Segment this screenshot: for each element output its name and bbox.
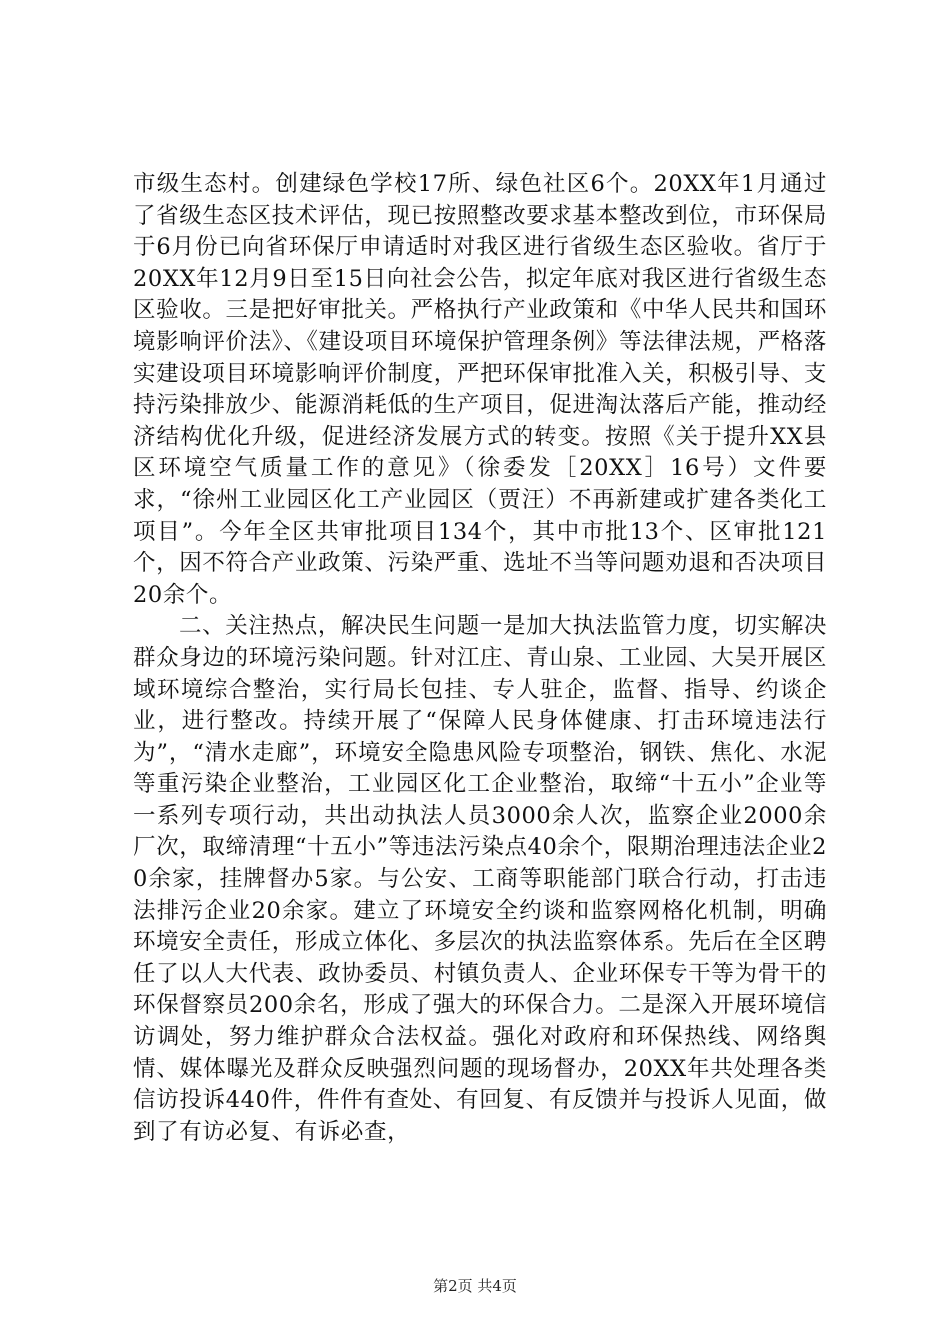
paragraph-section-two: 二、关注热点，解决民生问题一是加大执法监管力度，切实解决群众身边的环境污染问题。针对江庄、青山泉、工业园、大吴开展区域环境综合整治，实行局长包挂、专人驻企，监督、指导、约谈企业，进行整改。持续开展了“保障人民身体健康、打击环境违法行为”，“清水走廊”，环境安全隐患风险专项整治，钢铁、焦化、水泥等重污染企业整治，工业园区化工企业整治，取缔“十五小”企业等一系列专项行动，共出动执法人员3000余人次，监察企业2000余厂次，取缔清理“十五小”等违法污染点40余个，限期治理违法企业20余家，挂牌督办5家。与公安、工商等职能部门联合行动，打击违法排污企业20余家。建立了环境安全约谈和监察网格化机制，明确环境安全责任，形成立体化、多层次的执法监察体系。先后在全区聘任了以人大代表、政协委员、村镇负责人、企业环保专干等为骨干的环保督察员200余名，形成了强大的环保合力。二是深入开展环境信访调处，努力维护群众合法权益。强化对政府和环保热线、网络舆情、媒体曝光及群众反映强烈问题的现场督办，20XX年共处理各类信访投诉440件，件件有查处、有回复、有反馈并与投诉人见面，做到了有访必复、有诉必查， (133, 613, 827, 1145)
paragraph-continued: 市级生态村。创建绿色学校17所、绿色社区6个。20XX年1月通过了省级生态区技术评估，现已按照整改要求基本整改到位，市环保局于6月份已向省环保厅申请适时对我区进行省级生态区验收。省厅于20XX年12月9日至15日向社会公告，拟定年底对我区进行省级生态区验收。三是把好审批关。严格执行产业政策和《中华人民共和国环境影响评价法》、《建设项目环境保护管理条例》等法律法规，严格落实建设项目环境影响评价制度，严把环保审批准入关，积极引导、支持污染排放少、能源消耗低的生产项目，促进淘汰落后产能，推动经济结构优化升级，促进经济发展方式的转变。按照《关于提升XX县区环境空气质量工作的意见》（徐委发［20XX］16号）文件要求，“徐州工业园区化工产业园区（贾汪）不再新建或扩建各类化工项目”。今年全区共审批项目134个，其中市批13个、区审批121个，因不符合产业政策、污染严重、选址不当等问题劝退和否决项目20余个。 (133, 171, 827, 608)
document-body (133, 169, 827, 1148)
page-footer: 第2页 共4页 (433, 1277, 517, 1295)
